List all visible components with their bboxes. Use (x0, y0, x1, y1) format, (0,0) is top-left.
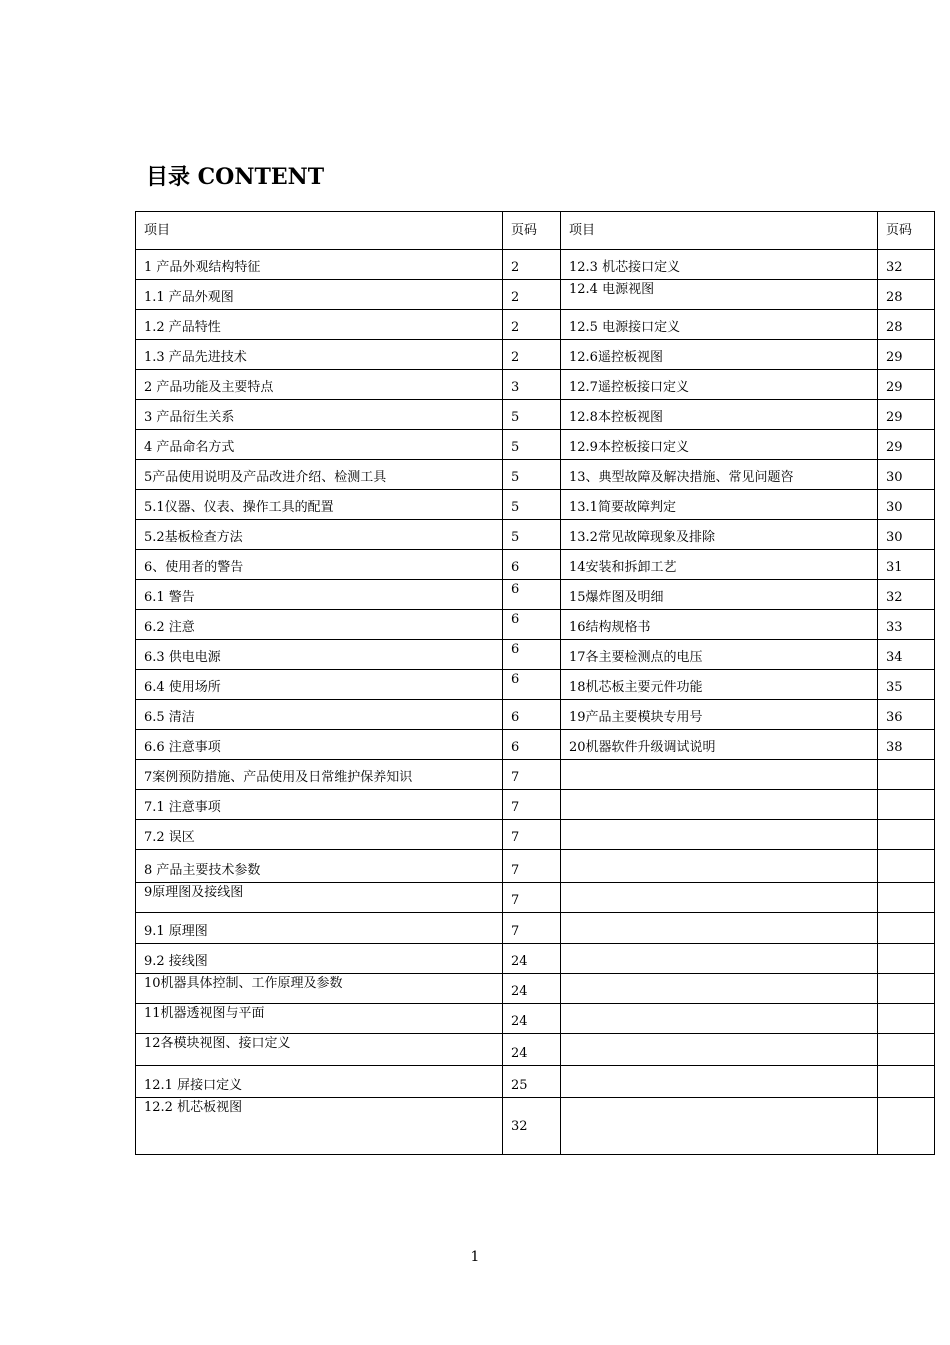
toc-page-right (878, 1034, 935, 1066)
header-page-left: 页码 (503, 212, 561, 250)
table-row (136, 1034, 935, 1066)
toc-item-right (561, 760, 878, 790)
toc-item-left: 6.5 清洁 (136, 700, 503, 730)
toc-item-right (561, 1098, 878, 1155)
page-title: 目录 CONTENT (146, 164, 325, 190)
toc-page-right: 28 (878, 280, 935, 310)
table-row (136, 430, 935, 460)
toc-item-left: 1.3 产品先进技术 (136, 340, 503, 370)
toc-page-right (878, 1066, 935, 1098)
table-row (136, 820, 935, 850)
toc-page-left: 2 (503, 250, 561, 280)
toc-item-left: 1.2 产品特性 (136, 310, 503, 340)
table-row (136, 550, 935, 580)
toc-page-left: 6 (503, 550, 561, 580)
toc-item-right: 15爆炸图及明细 (561, 580, 878, 610)
toc-page-right (878, 883, 935, 913)
toc-page-right: 29 (878, 340, 935, 370)
toc-page-right: 30 (878, 520, 935, 550)
toc-item-left: 6.2 注意 (136, 610, 503, 640)
toc-page-right: 29 (878, 400, 935, 430)
table-row (136, 1004, 935, 1034)
header-item-left: 项目 (136, 212, 503, 250)
toc-page-left: 7 (503, 883, 561, 913)
table-row (136, 580, 935, 610)
toc-page-right: 30 (878, 490, 935, 520)
toc-page-right (878, 913, 935, 944)
table-row (136, 700, 935, 730)
table-row (136, 760, 935, 790)
toc-item-left: 12.2 机芯板视图 (136, 1098, 503, 1155)
toc-page-right (878, 944, 935, 974)
toc-item-left: 8 产品主要技术参数 (136, 850, 503, 883)
toc-page-left: 5 (503, 490, 561, 520)
toc-item-right: 12.4 电源视图 (561, 280, 878, 310)
toc-item-right (561, 790, 878, 820)
toc-item-left: 4 产品命名方式 (136, 430, 503, 460)
table-row (136, 850, 935, 883)
table-row (136, 883, 935, 913)
toc-page-left: 2 (503, 310, 561, 340)
toc-item-right (561, 944, 878, 974)
toc-page-right: 36 (878, 700, 935, 730)
toc-item-left: 5.2基板检查方法 (136, 520, 503, 550)
toc-page-left: 25 (503, 1066, 561, 1098)
table-header-row (136, 212, 935, 250)
toc-page-left: 5 (503, 520, 561, 550)
table-row (136, 310, 935, 340)
table-row (136, 944, 935, 974)
toc-item-left: 6.4 使用场所 (136, 670, 503, 700)
toc-page-right: 29 (878, 370, 935, 400)
toc-item-left: 5.1仪器、仪表、操作工具的配置 (136, 490, 503, 520)
table-row (136, 670, 935, 700)
toc-page-left: 24 (503, 944, 561, 974)
toc-item-right: 12.9本控板接口定义 (561, 430, 878, 460)
toc-page-left: 7 (503, 913, 561, 944)
toc-page-right: 28 (878, 310, 935, 340)
toc-item-left: 6.1 警告 (136, 580, 503, 610)
toc-item-left: 7.2 误区 (136, 820, 503, 850)
toc-page-left: 5 (503, 430, 561, 460)
toc-item-right: 12.3 机芯接口定义 (561, 250, 878, 280)
toc-item-left: 1 产品外观结构特征 (136, 250, 503, 280)
toc-item-right: 19产品主要模块专用号 (561, 700, 878, 730)
toc-page-left: 24 (503, 974, 561, 1004)
table-row (136, 1066, 935, 1098)
toc-item-right: 13.1简要故障判定 (561, 490, 878, 520)
table-row (136, 490, 935, 520)
toc-page-right: 34 (878, 640, 935, 670)
table-row (136, 340, 935, 370)
toc-page-left: 32 (503, 1098, 561, 1155)
toc-item-right (561, 974, 878, 1004)
toc-page-right (878, 790, 935, 820)
toc-page-right (878, 1098, 935, 1155)
toc-item-left: 9.2 接线图 (136, 944, 503, 974)
toc-item-left: 12各模块视图、接口定义 (136, 1034, 503, 1066)
table-row (136, 250, 935, 280)
table-row (136, 460, 935, 490)
toc-page-right (878, 974, 935, 1004)
table-row (136, 974, 935, 1004)
toc-page-left: 6 (503, 670, 561, 700)
toc-page-left: 6 (503, 610, 561, 640)
toc-page-left: 6 (503, 730, 561, 760)
toc-page-right: 32 (878, 580, 935, 610)
toc-page-right: 35 (878, 670, 935, 700)
toc-page-left: 2 (503, 280, 561, 310)
table-row (136, 400, 935, 430)
toc-item-left: 1.1 产品外观图 (136, 280, 503, 310)
toc-item-right (561, 1004, 878, 1034)
toc-item-right: 18机芯板主要元件功能 (561, 670, 878, 700)
toc-item-left: 5产品使用说明及产品改进介绍、检测工具 (136, 460, 503, 490)
toc-page-right (878, 760, 935, 790)
toc-item-left: 9原理图及接线图 (136, 883, 503, 913)
table-row (136, 1098, 935, 1155)
toc-item-right: 14安装和拆卸工艺 (561, 550, 878, 580)
toc-item-right: 16结构规格书 (561, 610, 878, 640)
toc-page-left: 3 (503, 370, 561, 400)
toc-item-left: 12.1 屏接口定义 (136, 1066, 503, 1098)
toc-page-right (878, 850, 935, 883)
table-row (136, 520, 935, 550)
toc-item-right: 12.6遥控板视图 (561, 340, 878, 370)
table-row (136, 370, 935, 400)
toc-page-left: 7 (503, 760, 561, 790)
toc-item-right (561, 850, 878, 883)
toc-item-right: 12.7遥控板接口定义 (561, 370, 878, 400)
toc-item-left: 10机器具体控制、工作原理及参数 (136, 974, 503, 1004)
toc-page-right: 32 (878, 250, 935, 280)
toc-item-right: 17各主要检测点的电压 (561, 640, 878, 670)
toc-page-left: 24 (503, 1034, 561, 1066)
toc-page-left: 2 (503, 340, 561, 370)
header-page-right: 页码 (878, 212, 935, 250)
toc-page-left: 7 (503, 850, 561, 883)
toc-item-left: 7.1 注意事项 (136, 790, 503, 820)
toc-item-right: 12.5 电源接口定义 (561, 310, 878, 340)
toc-page-right: 38 (878, 730, 935, 760)
toc-item-left: 2 产品功能及主要特点 (136, 370, 503, 400)
toc-page-right (878, 1004, 935, 1034)
table-row (136, 913, 935, 944)
table-row (136, 640, 935, 670)
toc-item-left: 6.6 注意事项 (136, 730, 503, 760)
toc-item-right (561, 913, 878, 944)
toc-item-right: 13、典型故障及解决措施、常见问题咨 (561, 460, 878, 490)
toc-item-left: 7案例预防措施、产品使用及日常维护保养知识 (136, 760, 503, 790)
toc-item-right: 20机器软件升级调试说明 (561, 730, 878, 760)
header-item-right: 项目 (561, 212, 878, 250)
toc-item-right (561, 1034, 878, 1066)
toc-page-left: 6 (503, 700, 561, 730)
toc-page-left: 5 (503, 400, 561, 430)
toc-item-right (561, 820, 878, 850)
toc-item-right: 13.2常见故障现象及排除 (561, 520, 878, 550)
toc-table (135, 211, 935, 1155)
page-number: 1 (470, 1249, 480, 1265)
toc-page-left: 6 (503, 640, 561, 670)
toc-page-right: 29 (878, 430, 935, 460)
toc-item-left: 6、使用者的警告 (136, 550, 503, 580)
toc-page-right: 33 (878, 610, 935, 640)
table-row (136, 280, 935, 310)
toc-item-right (561, 883, 878, 913)
toc-page-left: 6 (503, 580, 561, 610)
toc-page-left: 5 (503, 460, 561, 490)
table-row (136, 730, 935, 760)
toc-item-left: 6.3 供电电源 (136, 640, 503, 670)
toc-page-left: 24 (503, 1004, 561, 1034)
toc-item-right (561, 1066, 878, 1098)
toc-page-right: 30 (878, 460, 935, 490)
toc-item-right: 12.8本控板视图 (561, 400, 878, 430)
toc-page-right: 31 (878, 550, 935, 580)
toc-item-left: 9.1 原理图 (136, 913, 503, 944)
toc-page-left: 7 (503, 820, 561, 850)
toc-item-left: 3 产品衍生关系 (136, 400, 503, 430)
table-row (136, 610, 935, 640)
toc-page-right (878, 820, 935, 850)
toc-page-left: 7 (503, 790, 561, 820)
table-row (136, 790, 935, 820)
toc-item-left: 11机器透视图与平面 (136, 1004, 503, 1034)
